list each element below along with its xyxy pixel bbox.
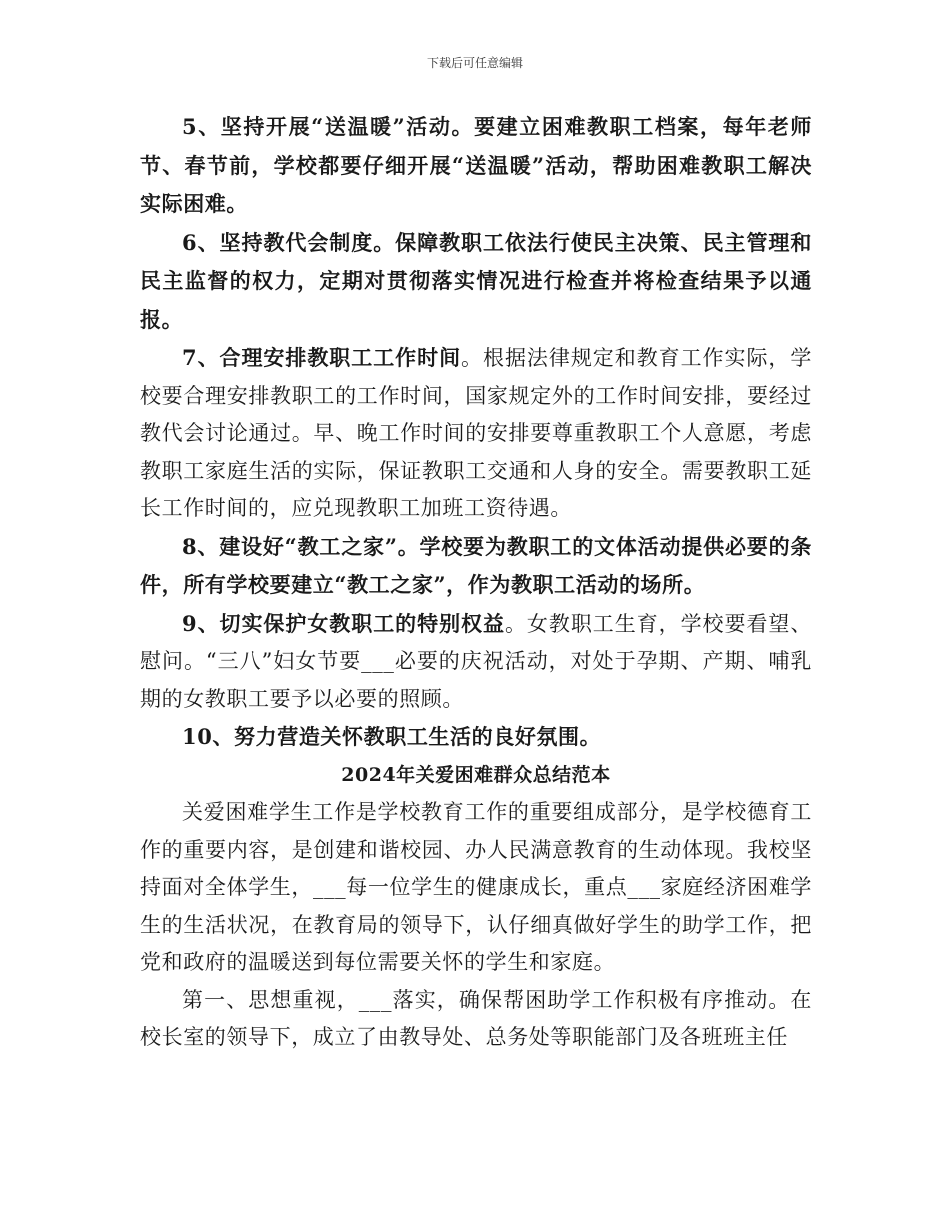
item-6-lead: 6、坚持教代会制度。保障教职工依法行使民主决策、民主管理和民主监督的权力，定期对贯彻落实情况进行检查并将检查结果予以通报。 — [140, 229, 812, 332]
page-header-note: 下载后可任意编辑 — [426, 56, 523, 70]
list-item-6 — [140, 224, 812, 340]
item-10-lead: 10、努力营造关怀教职工生活的良好氛围。 — [182, 724, 602, 749]
list-item-5 — [140, 108, 812, 224]
section-paragraph-2: 第一、思想重视，___落实，确保帮困助学工作积极有序推动。在校长室的领导下，成立了由教导处、总务处等职能部门及各班班主任 — [140, 987, 812, 1049]
list-item-10 — [140, 718, 812, 757]
list-item-7 — [140, 339, 812, 528]
item-7-rest: 。根据法律规定和教育工作实际，学校要合理安排教职工的工作时间，国家规定外的工作时间安排，要经过教代会讨论通过。早、晚工作时间的安排要尊重教职工个人意愿，考虑教职工家庭生活的实际，保证教职工交通和人身的安全。需要教职工延长工作时间的，应兑现教职工加班工资待遇。 — [140, 346, 812, 520]
item-9-lead: 9、切实保护女教职工的特别权益 — [182, 610, 505, 636]
item-7-lead: 7、合理安排教职工工作时间 — [182, 345, 462, 370]
item-9-rest: 。女教职工生育，学校要看望、慰问。“三八”妇女节要___必要的庆祝活动，对处于孕期、产期、哺乳期的女教职工要予以必要的照顾。 — [140, 611, 812, 711]
section-paragraph-1: 关爱困难学生工作是学校教育工作的重要组成部分，是学校德育工作的重要内容，是创建和谐校园、办人民满意教育的生动体现。我校坚持面对全体学生，___每一位学生的健康成长，重点___家庭经济困难学生的生活状况，在教育局的领导下，认仔细真做好学生的助学工作，把党和政府的温暖送到每位需要关怀的学生和家庭。 — [140, 800, 812, 974]
document-body — [140, 108, 812, 1057]
item-5-lead: 5、坚持开展“送温暖”活动。要建立困难教职工档案，每年老师节、春节前，学校都要仔细开展“送温暖”活动，帮助困难教职工解决实际困难。 — [140, 114, 812, 216]
section-title: 2024年关爱困难群众总结范本 — [341, 763, 611, 786]
list-item-8 — [140, 528, 812, 605]
list-item-9 — [140, 605, 812, 719]
item-8-lead: 8、建设好“教工之家”。学校要为教职工的文体活动提供必要的条件，所有学校要建立“教工之家”，作为教职工活动的场所。 — [140, 533, 812, 597]
